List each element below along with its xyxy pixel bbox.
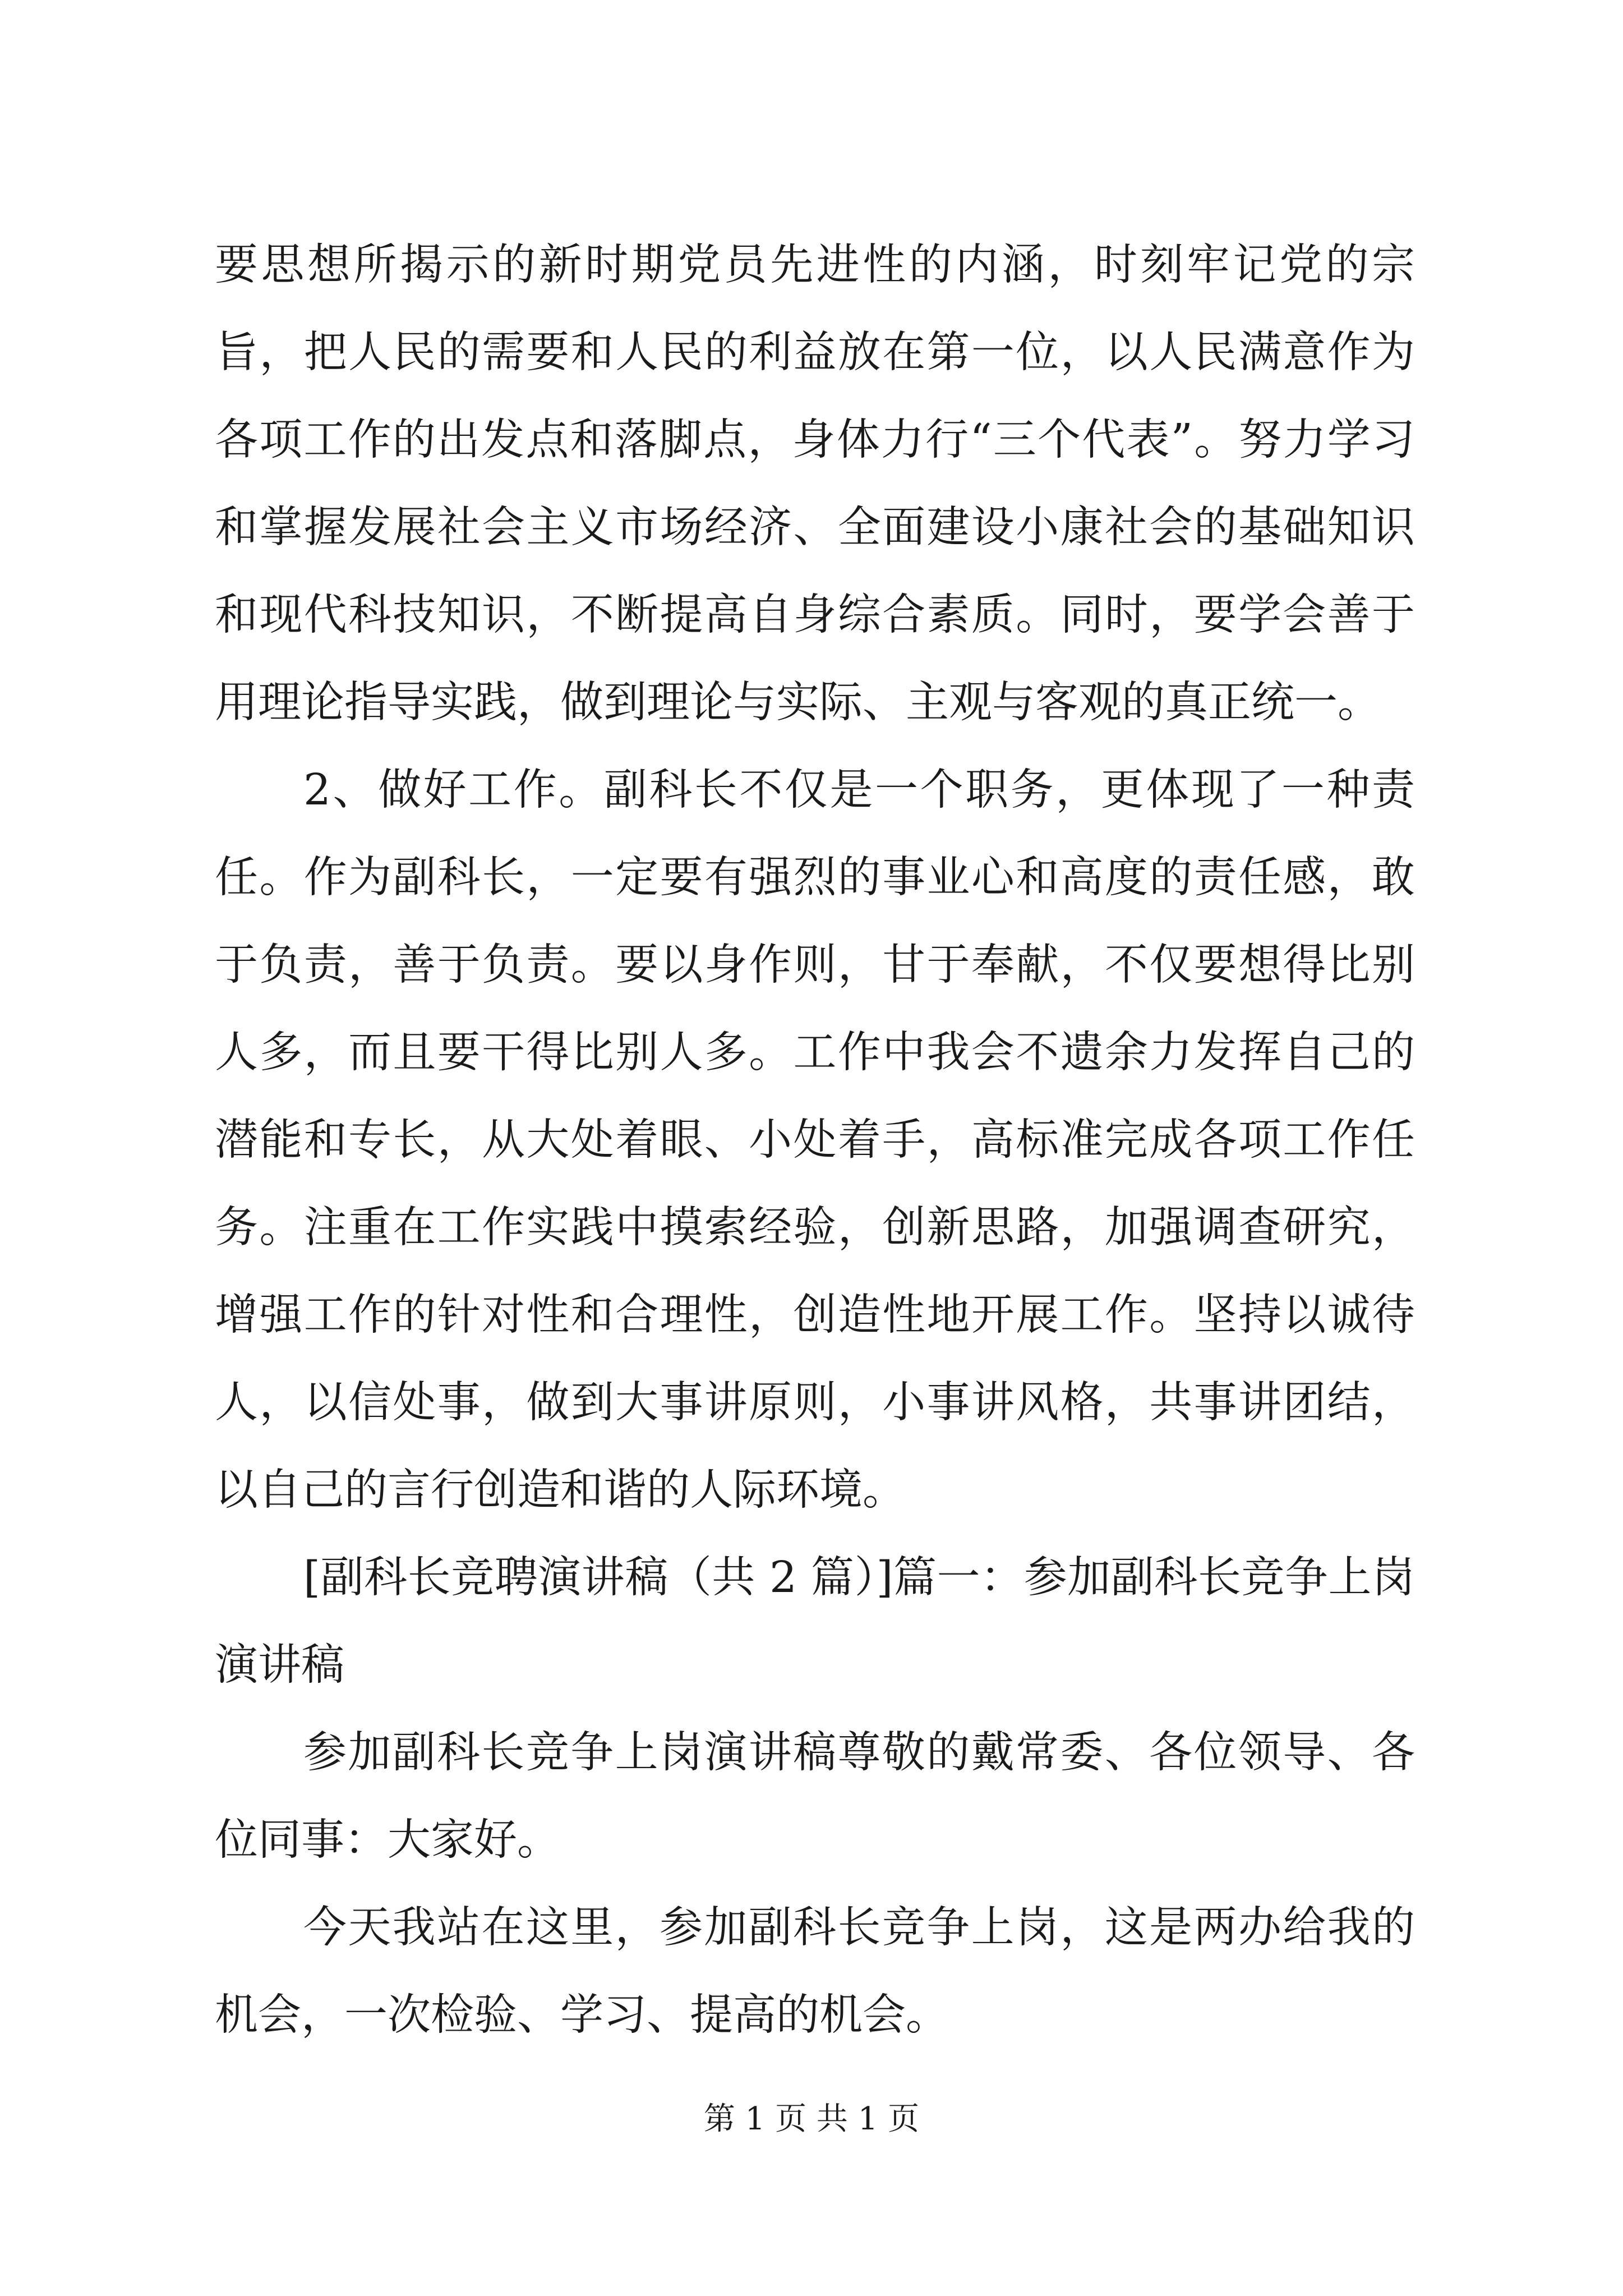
paragraph-5: 今天我站在这里，参加副科长竞争上岗，这是两办给我的机会，一次检验、学习、提高的机会。 bbox=[215, 1903, 1415, 2040]
paragraph-4: 参加副科长竞争上岗演讲稿尊敬的戴常委、各位领导、各位同事：大家好。 bbox=[215, 1728, 1415, 1865]
page-footer: 第 1 页 共 1 页 bbox=[703, 2101, 920, 2137]
paragraph-2: 2、做好工作。副科长不仅是一个职务，更体现了一种责任。作为副科长，一定要有强烈的事业心和高度的责任感，敢于负责，善于负责。要以身作则，甘于奉献，不仅要想得比别人多，而且要干得比别人多。工作中我会不遗余力发挥自己的潜能和专长，从大处着眼、小处着手，高标准完成各项工作任务。注重在工作实践中摸索经验，创新思路，加强调查研究，增强工作的针对性和合理性，创造性地开展工作。坚持以诚待人，以信处事，做到大事讲原则，小事讲风格，共事讲团结，以自己的言行创造和谐的人际环境。 bbox=[215, 765, 1415, 1515]
paragraph-3-heading: [副科长竞聘演讲稿（共 2 篇）]篇一：参加副科长竞争上岗演讲稿 bbox=[215, 1553, 1415, 1690]
document-body bbox=[215, 222, 1415, 2059]
paragraph-1: 要思想所揭示的新时期党员先进性的内涵，时刻牢记党的宗旨，把人民的需要和人民的利益放在第一位，以人民满意作为各项工作的出发点和落脚点，身体力行“三个代表”。努力学习和掌握发展社会主义市场经济、全面建设小康社会的基础知识和现代科技知识，不断提高自身综合素质。同时，要学会善于用理论指导实践，做到理论与实际、主观与客观的真正统一。 bbox=[215, 240, 1415, 728]
